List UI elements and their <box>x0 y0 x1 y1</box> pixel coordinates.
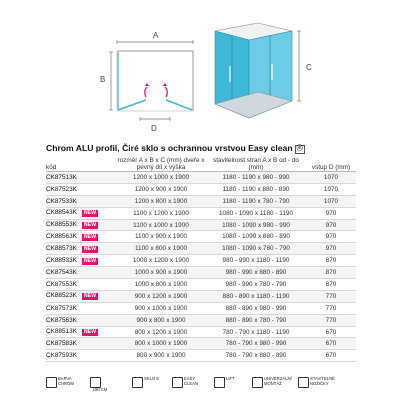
icon-label: STAVITELNÉ NOŽIČKY <box>310 376 335 386</box>
label-b: B <box>100 75 106 84</box>
new-badge: NEW <box>83 329 97 336</box>
cell-stavitelnost: 780 - 790 x 880 - 890 <box>206 350 306 362</box>
header-rozmer: rozměr A x B x C (mm) dveře x pevný díl x výška <box>117 157 205 171</box>
new-badge: NEW <box>83 293 97 300</box>
table-row <box>46 195 356 207</box>
cell-kod <box>46 255 116 267</box>
icon-frame <box>172 377 183 388</box>
icon-label: SKLO 6 <box>144 376 159 381</box>
table-row <box>46 279 356 291</box>
new-badge: NEW <box>83 210 97 217</box>
product-code: CK88573K <box>46 244 77 252</box>
cell-stavitelnost: 1080 - 1090 x 980 - 990 <box>206 219 306 231</box>
feature-icons-bar <box>46 375 346 399</box>
section-title <box>46 143 305 154</box>
easy-clean-badge: ⓔ <box>296 146 303 152</box>
cell-rozmer: 900 x 1000 x 1900 <box>116 302 206 314</box>
cell-rozmer: 1100 x 900 x 1900 <box>116 231 206 243</box>
cell-rozmer: 800 x 1200 x 1900 <box>116 326 206 338</box>
new-badge: NEW <box>83 233 97 240</box>
icon-frame <box>298 377 309 388</box>
product-code: CK87563K <box>46 316 77 324</box>
cell-vstup: 1070 <box>306 172 356 184</box>
cell-kod <box>46 207 116 219</box>
cell-stavitelnost: 1080 - 1090 x 780 - 790 <box>206 243 306 255</box>
table-row <box>46 267 356 279</box>
new-badge: NEW <box>83 222 97 228</box>
table-row <box>46 231 356 243</box>
cell-stavitelnost: 780 - 790 x 1180 - 1190 <box>206 326 306 338</box>
cell-vstup: 970 <box>306 231 356 243</box>
cell-stavitelnost: 980 - 990 x 780 - 790 <box>206 279 306 291</box>
cell-vstup: 970 <box>306 243 356 255</box>
product-code: CK87583K <box>46 340 77 348</box>
icon-label: LIFT <box>226 376 235 381</box>
icon-frame <box>46 377 57 388</box>
cell-rozmer: 1200 x 800 x 1900 <box>116 195 206 207</box>
table-row <box>46 338 356 350</box>
label-c: C <box>306 63 312 72</box>
cell-kod <box>46 279 116 291</box>
product-code: CK88523K <box>46 292 77 300</box>
cell-vstup: 770 <box>306 314 356 326</box>
header-stavitelnost: stavitelnost stran A x B od - do (mm) <box>206 156 306 172</box>
cell-stavitelnost: 1180 - 1190 x 880 - 890 <box>206 183 306 195</box>
cell-stavitelnost: 780 - 790 x 980 - 990 <box>206 338 306 350</box>
cell-rozmer: 1100 x 1200 x 1900 <box>116 207 206 219</box>
table-row <box>46 172 356 184</box>
cell-rozmer: 1200 x 1000 x 1900 <box>116 172 206 184</box>
icon-label: UNIVERZÁLNÍ MONTÁŽ <box>264 376 292 386</box>
product-spec-table <box>46 156 356 362</box>
cell-kod <box>46 302 116 314</box>
cell-kod <box>46 183 116 195</box>
cell-stavitelnost: 1180 - 1190 x 980 - 990 <box>206 172 306 184</box>
cell-vstup: 970 <box>306 219 356 231</box>
label-a: A <box>153 31 159 40</box>
icon-label: BARVA CHROM <box>58 376 74 386</box>
cell-vstup: 770 <box>306 290 356 302</box>
cell-stavitelnost: 980 - 990 x 880 - 890 <box>206 267 306 279</box>
cell-stavitelnost: 1080 - 1090 x 880 - 890 <box>206 231 306 243</box>
product-code: CK88513K <box>46 328 77 336</box>
table-row <box>46 207 356 219</box>
new-badge: NEW <box>83 245 97 252</box>
cell-rozmer: 1000 x 800 x 1900 <box>116 279 206 291</box>
cell-kod <box>46 314 116 326</box>
cell-vstup: 1070 <box>306 183 356 195</box>
table-row <box>46 314 356 326</box>
product-code: CK88533K <box>46 256 77 264</box>
table-row <box>46 302 356 314</box>
table-row <box>46 243 356 255</box>
plan-view <box>100 31 193 133</box>
cell-kod <box>46 172 116 184</box>
cell-rozmer: 800 x 900 x 1900 <box>116 350 206 362</box>
cell-kod <box>46 290 116 302</box>
label-d: D <box>151 124 157 133</box>
cell-vstup: 670 <box>306 338 356 350</box>
cell-kod <box>46 326 116 338</box>
cell-vstup: 870 <box>306 279 356 291</box>
cell-stavitelnost: 1180 - 1190 x 780 - 790 <box>206 195 306 207</box>
header-vstup: vstup D (mm) <box>306 156 356 172</box>
product-code: CK88553K <box>46 221 77 228</box>
cell-rozmer: 900 x 1200 x 1900 <box>116 290 206 302</box>
icon-frame <box>132 377 143 388</box>
cell-kod <box>46 231 116 243</box>
product-code: CK88543K <box>46 209 77 217</box>
cell-vstup: 770 <box>306 302 356 314</box>
product-code: CK87593K <box>46 352 77 360</box>
table-row <box>46 290 356 302</box>
icon-caption: 190 CM <box>92 387 108 392</box>
cell-stavitelnost: 880 - 890 x 980 - 990 <box>206 302 306 314</box>
header-kod: kód <box>46 156 116 172</box>
product-code: CK88563K <box>46 232 77 240</box>
product-code: CK87573K <box>46 304 77 312</box>
cell-kod <box>46 195 116 207</box>
cell-rozmer: 900 x 800 x 1900 <box>116 314 206 326</box>
cell-vstup: 870 <box>306 255 356 267</box>
table-row <box>46 183 356 195</box>
cell-kod <box>46 267 116 279</box>
cell-vstup: 970 <box>306 207 356 219</box>
cell-kod <box>46 350 116 362</box>
cell-rozmer: 1000 x 900 x 1900 <box>116 267 206 279</box>
product-code: CK87523K <box>46 185 77 193</box>
icon-label: EASY CLEAN <box>184 376 198 386</box>
cell-kod <box>46 338 116 350</box>
table-row <box>46 350 356 362</box>
table-row <box>46 219 356 231</box>
product-code: CK87513K <box>46 173 77 181</box>
product-code: CK87553K <box>46 280 77 288</box>
cell-vstup: 870 <box>306 267 356 279</box>
cell-vstup: 670 <box>306 326 356 338</box>
product-code: CK87533K <box>46 197 77 205</box>
table-row <box>46 255 356 267</box>
cell-rozmer: 1200 x 900 x 1900 <box>116 183 206 195</box>
cell-stavitelnost: 980 - 990 x 1180 - 1190 <box>206 255 306 267</box>
title-text: Chrom ALU profil, Čiré sklo s ochrannou vrstvou Easy clean <box>46 143 293 153</box>
cell-rozmer: 1100 x 1000 x 1900 <box>116 219 206 231</box>
cell-kod <box>46 243 116 255</box>
cell-rozmer: 800 x 1000 x 1900 <box>116 338 206 350</box>
new-badge: NEW <box>83 257 97 264</box>
cell-stavitelnost: 880 - 890 x 780 - 790 <box>206 314 306 326</box>
perspective-view <box>215 23 312 118</box>
cell-rozmer: 1000 x 1200 x 1900 <box>116 255 206 267</box>
cell-vstup: 1070 <box>306 195 356 207</box>
shower-enclosure-diagram <box>0 0 400 140</box>
cell-kod <box>46 219 116 231</box>
cell-rozmer: 1100 x 800 x 1900 <box>116 243 206 255</box>
table-row <box>46 326 356 338</box>
product-code: CK87543K <box>46 269 77 277</box>
cell-vstup: 670 <box>306 350 356 362</box>
cell-stavitelnost: 1080 - 1090 x 1180 - 1190 <box>206 207 306 219</box>
cell-stavitelnost: 880 - 890 x 1180 - 1190 <box>206 290 306 302</box>
table-header-row <box>46 156 356 172</box>
icon-frame <box>252 377 263 388</box>
icon-frame <box>214 377 225 388</box>
